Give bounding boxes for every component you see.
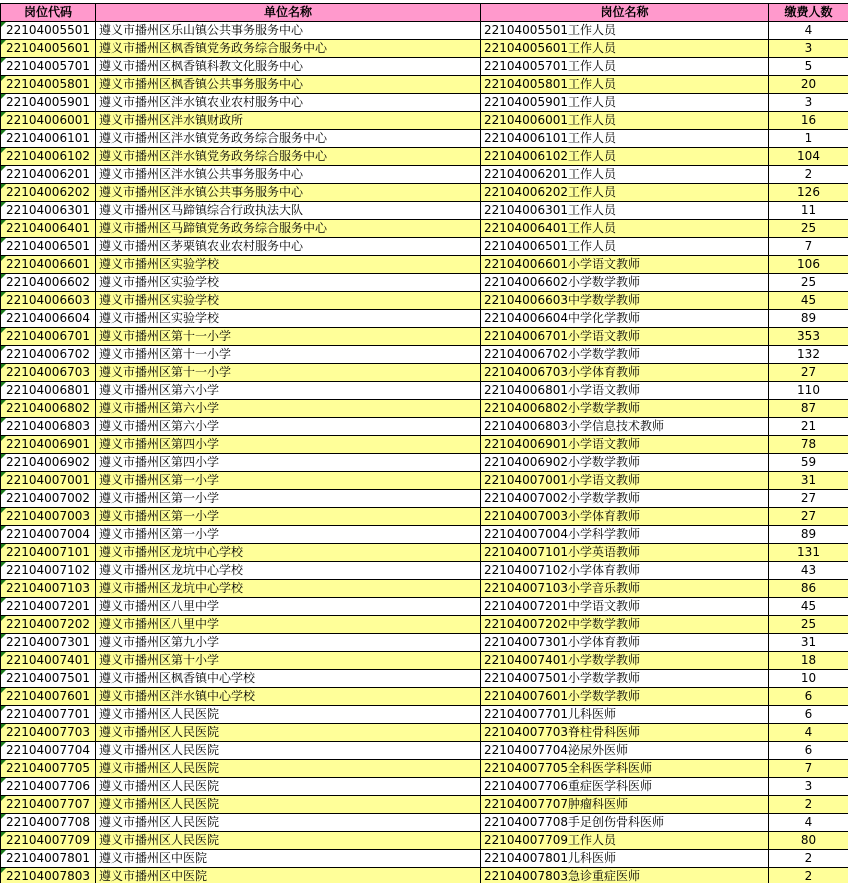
cell-count[interactable]: 31 xyxy=(769,634,848,652)
cell-post[interactable]: 22104007103小学音乐教师 xyxy=(481,580,769,598)
table-row xyxy=(1,436,848,454)
cell-post[interactable]: 22104006802小学数学教师 xyxy=(481,400,769,418)
cell-code[interactable]: 22104007706 xyxy=(1,778,96,796)
cell-unit[interactable]: 遵义市播州区枫香镇党务政务综合服务中心 xyxy=(96,40,481,58)
cell-post[interactable]: 22104007102小学体育教师 xyxy=(481,562,769,580)
table-row xyxy=(1,562,848,580)
cell-code[interactable]: 22104006902 xyxy=(1,454,96,472)
cell-post[interactable]: 22104007706重症医学科医师 xyxy=(481,778,769,796)
cell-count[interactable]: 1 xyxy=(769,130,848,148)
cell-post[interactable]: 22104005701工作人员 xyxy=(481,58,769,76)
cell-post[interactable]: 22104006102工作人员 xyxy=(481,148,769,166)
cell-post[interactable]: 22104007004小学科学教师 xyxy=(481,526,769,544)
cell-count[interactable]: 4 xyxy=(769,22,848,40)
cell-code[interactable]: 22104006803 xyxy=(1,418,96,436)
cell-post[interactable]: 22104006202工作人员 xyxy=(481,184,769,202)
cell-unit[interactable]: 遵义市播州区第十一小学 xyxy=(96,346,481,364)
table-row xyxy=(1,814,848,832)
cell-unit[interactable]: 遵义市播州区八里中学 xyxy=(96,598,481,616)
cell-unit[interactable]: 遵义市播州区第一小学 xyxy=(96,472,481,490)
cell-unit[interactable]: 遵义市播州区泮水镇农业农村服务中心 xyxy=(96,94,481,112)
cell-count[interactable]: 11 xyxy=(769,202,848,220)
cell-unit[interactable]: 遵义市播州区第四小学 xyxy=(96,454,481,472)
table-row xyxy=(1,670,848,688)
cell-count[interactable]: 6 xyxy=(769,706,848,724)
cell-post[interactable]: 22104006601小学语文教师 xyxy=(481,256,769,274)
table-row xyxy=(1,616,848,634)
table-row xyxy=(1,202,848,220)
header-row xyxy=(1,4,848,22)
cell-code[interactable]: 22104005701 xyxy=(1,58,96,76)
cell-code[interactable]: 22104007102 xyxy=(1,562,96,580)
cell-post[interactable]: 22104006603中学数学教师 xyxy=(481,292,769,310)
cell-post[interactable]: 22104007501小学数学教师 xyxy=(481,670,769,688)
cell-code[interactable]: 22104007202 xyxy=(1,616,96,634)
cell-unit[interactable]: 遵义市播州区第六小学 xyxy=(96,400,481,418)
cell-post[interactable]: 22104006001工作人员 xyxy=(481,112,769,130)
cell-unit[interactable]: 遵义市播州区枫香镇公共事务服务中心 xyxy=(96,76,481,94)
cell-unit[interactable]: 遵义市播州区第一小学 xyxy=(96,490,481,508)
cell-code[interactable]: 22104006401 xyxy=(1,220,96,238)
cell-post[interactable]: 22104007704泌尿外医师 xyxy=(481,742,769,760)
cell-unit[interactable]: 遵义市播州区第十一小学 xyxy=(96,328,481,346)
cell-count[interactable]: 6 xyxy=(769,688,848,706)
cell-code[interactable]: 22104006702 xyxy=(1,346,96,364)
cell-unit[interactable]: 遵义市播州区枫香镇科教文化服务中心 xyxy=(96,58,481,76)
cell-count[interactable]: 20 xyxy=(769,76,848,94)
cell-code[interactable]: 22104007801 xyxy=(1,850,96,868)
cell-post[interactable]: 22104007201中学语文教师 xyxy=(481,598,769,616)
table-row xyxy=(1,238,848,256)
cell-code[interactable]: 22104005501 xyxy=(1,22,96,40)
table-row xyxy=(1,148,848,166)
cell-count[interactable]: 45 xyxy=(769,292,848,310)
table-row xyxy=(1,742,848,760)
cell-post[interactable]: 22104006902小学数学教师 xyxy=(481,454,769,472)
cell-count[interactable]: 4 xyxy=(769,724,848,742)
table-row xyxy=(1,274,848,292)
table-row xyxy=(1,634,848,652)
cell-unit[interactable]: 遵义市播州区第一小学 xyxy=(96,526,481,544)
cell-count[interactable]: 43 xyxy=(769,562,848,580)
cell-count[interactable]: 132 xyxy=(769,346,848,364)
cell-post[interactable]: 22104007705全科医学科医师 xyxy=(481,760,769,778)
recruitment-table xyxy=(0,3,848,886)
cell-unit[interactable]: 遵义市播州区泮水镇财政所 xyxy=(96,112,481,130)
table-body xyxy=(1,22,848,886)
cell-unit[interactable]: 遵义市播州区中医院 xyxy=(96,850,481,868)
cell-code[interactable]: 22104007704 xyxy=(1,742,96,760)
cell-count[interactable]: 3 xyxy=(769,40,848,58)
cell-unit[interactable]: 遵义市播州区泮水镇党务政务综合服务中心 xyxy=(96,130,481,148)
cell-count[interactable]: 104 xyxy=(769,148,848,166)
cell-code[interactable]: 22104007003 xyxy=(1,508,96,526)
cell-code[interactable]: 22104007708 xyxy=(1,814,96,832)
cell-unit[interactable]: 遵义市播州区实验学校 xyxy=(96,292,481,310)
table-row xyxy=(1,220,848,238)
table-row xyxy=(1,454,848,472)
cell-code[interactable]: 22104006301 xyxy=(1,202,96,220)
table-row xyxy=(1,292,848,310)
cell-count[interactable]: 78 xyxy=(769,436,848,454)
cell-post[interactable]: 22104007601小学数学教师 xyxy=(481,688,769,706)
table-row xyxy=(1,76,848,94)
cell-post[interactable]: 22104007701儿科医师 xyxy=(481,706,769,724)
cell-post[interactable]: 22104005901工作人员 xyxy=(481,94,769,112)
cell-code[interactable]: 22104006604 xyxy=(1,310,96,328)
table-row xyxy=(1,382,848,400)
cell-post[interactable]: 22104007202中学数学教师 xyxy=(481,616,769,634)
cell-count[interactable]: 2 xyxy=(769,850,848,868)
cell-post[interactable]: 22104006501工作人员 xyxy=(481,238,769,256)
cell-count[interactable]: 59 xyxy=(769,454,848,472)
cell-count[interactable]: 6 xyxy=(769,742,848,760)
cell-code[interactable]: 22104007002 xyxy=(1,490,96,508)
cell-unit[interactable]: 遵义市播州区第六小学 xyxy=(96,382,481,400)
cell-count[interactable]: 3 xyxy=(769,778,848,796)
cell-code[interactable]: 22104007103 xyxy=(1,580,96,598)
cell-unit[interactable]: 遵义市播州区第一小学 xyxy=(96,508,481,526)
cell-code[interactable]: 22104005901 xyxy=(1,94,96,112)
table-row xyxy=(1,364,848,382)
cell-post[interactable]: 22104007301小学体育教师 xyxy=(481,634,769,652)
table-row xyxy=(1,418,848,436)
header-unit[interactable]: 单位名称 xyxy=(96,4,481,22)
table-row xyxy=(1,130,848,148)
table-row xyxy=(1,544,848,562)
cell-count[interactable]: 110 xyxy=(769,382,848,400)
table-row xyxy=(1,22,848,40)
cell-post[interactable]: 22104006604中学化学教师 xyxy=(481,310,769,328)
cell-count[interactable]: 86 xyxy=(769,580,848,598)
cell-post[interactable]: 22104007703脊柱骨科医师 xyxy=(481,724,769,742)
cell-count[interactable]: 27 xyxy=(769,508,848,526)
cell-count[interactable]: 5 xyxy=(769,58,848,76)
cell-post[interactable]: 22104006901小学语文教师 xyxy=(481,436,769,454)
cell-unit[interactable]: 遵义市播州区第十小学 xyxy=(96,652,481,670)
table-row xyxy=(1,796,848,814)
cell-unit[interactable]: 遵义市播州区枫香镇中心学校 xyxy=(96,670,481,688)
cell-post[interactable]: 22104006602小学数学教师 xyxy=(481,274,769,292)
cell-count[interactable]: 353 xyxy=(769,328,848,346)
table-row xyxy=(1,166,848,184)
cell-post[interactable]: 22104007002小学数学教师 xyxy=(481,490,769,508)
cell-count[interactable]: 7 xyxy=(769,760,848,778)
header-code[interactable]: 岗位代码 xyxy=(1,4,96,22)
cell-post[interactable]: 22104006702小学数学教师 xyxy=(481,346,769,364)
table-row xyxy=(1,706,848,724)
cell-unit[interactable]: 遵义市播州区实验学校 xyxy=(96,256,481,274)
cell-post[interactable]: 22104006301工作人员 xyxy=(481,202,769,220)
cell-code[interactable]: 22104005601 xyxy=(1,40,96,58)
cell-unit[interactable]: 遵义市播州区第十一小学 xyxy=(96,364,481,382)
cell-post[interactable]: 22104006101工作人员 xyxy=(481,130,769,148)
cell-code[interactable]: 22104005801 xyxy=(1,76,96,94)
cell-post[interactable]: 22104007709工作人员 xyxy=(481,832,769,850)
cell-unit[interactable]: 遵义市播州区龙坑中心学校 xyxy=(96,544,481,562)
cell-count[interactable]: 126 xyxy=(769,184,848,202)
cell-post[interactable]: 22104007801儿科医师 xyxy=(481,850,769,868)
cell-code[interactable]: 22104007601 xyxy=(1,688,96,706)
cell-unit[interactable]: 遵义市播州区乐山镇公共事务服务中心 xyxy=(96,22,481,40)
cell-count[interactable]: 3 xyxy=(769,94,848,112)
cell-unit[interactable]: 遵义市播州区龙坑中心学校 xyxy=(96,562,481,580)
cell-code[interactable]: 22104007401 xyxy=(1,652,96,670)
cell-unit[interactable]: 遵义市播州区泮水镇中心学校 xyxy=(96,688,481,706)
cell-count[interactable]: 89 xyxy=(769,526,848,544)
cell-code[interactable]: 22104006501 xyxy=(1,238,96,256)
cell-unit[interactable]: 遵义市播州区人民医院 xyxy=(96,760,481,778)
cell-unit[interactable]: 遵义市播州区中医院 xyxy=(96,868,481,886)
table-row xyxy=(1,652,848,670)
cell-count[interactable]: 31 xyxy=(769,472,848,490)
cell-count[interactable]: 2 xyxy=(769,796,848,814)
cell-count[interactable]: 21 xyxy=(769,418,848,436)
cell-post[interactable]: 22104007001小学语文教师 xyxy=(481,472,769,490)
cell-unit[interactable]: 遵义市播州区人民医院 xyxy=(96,706,481,724)
cell-count[interactable]: 27 xyxy=(769,490,848,508)
cell-count[interactable]: 2 xyxy=(769,868,848,886)
cell-post[interactable]: 22104006803小学信息技术教师 xyxy=(481,418,769,436)
cell-count[interactable]: 87 xyxy=(769,400,848,418)
cell-code[interactable]: 22104007707 xyxy=(1,796,96,814)
cell-unit[interactable]: 遵义市播州区人民医院 xyxy=(96,724,481,742)
cell-code[interactable]: 22104006703 xyxy=(1,364,96,382)
cell-code[interactable]: 22104006001 xyxy=(1,112,96,130)
cell-code[interactable]: 22104007004 xyxy=(1,526,96,544)
cell-unit[interactable]: 遵义市播州区第九小学 xyxy=(96,634,481,652)
cell-code[interactable]: 22104007803 xyxy=(1,868,96,886)
cell-post[interactable]: 22104007708手足创伤骨科医师 xyxy=(481,814,769,832)
cell-code[interactable]: 22104007101 xyxy=(1,544,96,562)
cell-unit[interactable]: 遵义市播州区八里中学 xyxy=(96,616,481,634)
cell-code[interactable]: 22104007709 xyxy=(1,832,96,850)
cell-count[interactable]: 7 xyxy=(769,238,848,256)
cell-unit[interactable]: 遵义市播州区马蹄镇党务政务综合服务中心 xyxy=(96,220,481,238)
cell-unit[interactable]: 遵义市播州区人民医院 xyxy=(96,814,481,832)
cell-code[interactable]: 22104006101 xyxy=(1,130,96,148)
cell-code[interactable]: 22104006201 xyxy=(1,166,96,184)
table-row xyxy=(1,94,848,112)
table-row xyxy=(1,850,848,868)
cell-code[interactable]: 22104006801 xyxy=(1,382,96,400)
cell-count[interactable]: 18 xyxy=(769,652,848,670)
table-row xyxy=(1,112,848,130)
table-row xyxy=(1,472,848,490)
cell-count[interactable]: 25 xyxy=(769,274,848,292)
cell-unit[interactable]: 遵义市播州区实验学校 xyxy=(96,274,481,292)
cell-code[interactable]: 22104006603 xyxy=(1,292,96,310)
table-row xyxy=(1,490,848,508)
cell-count[interactable]: 45 xyxy=(769,598,848,616)
cell-code[interactable]: 22104007201 xyxy=(1,598,96,616)
cell-code[interactable]: 22104006802 xyxy=(1,400,96,418)
cell-post[interactable]: 22104007707肿瘤科医师 xyxy=(481,796,769,814)
cell-unit[interactable]: 遵义市播州区第四小学 xyxy=(96,436,481,454)
cell-post[interactable]: 22104005601工作人员 xyxy=(481,40,769,58)
table-row xyxy=(1,256,848,274)
cell-unit[interactable]: 遵义市播州区实验学校 xyxy=(96,310,481,328)
cell-post[interactable]: 22104006801小学语文教师 xyxy=(481,382,769,400)
table-row xyxy=(1,508,848,526)
cell-count[interactable]: 25 xyxy=(769,616,848,634)
cell-post[interactable]: 22104006401工作人员 xyxy=(481,220,769,238)
cell-code[interactable]: 22104006701 xyxy=(1,328,96,346)
cell-post[interactable]: 22104005501工作人员 xyxy=(481,22,769,40)
cell-count[interactable]: 27 xyxy=(769,364,848,382)
cell-post[interactable]: 22104005801工作人员 xyxy=(481,76,769,94)
table-row xyxy=(1,688,848,706)
cell-code[interactable]: 22104006202 xyxy=(1,184,96,202)
cell-code[interactable]: 22104007701 xyxy=(1,706,96,724)
cell-post[interactable]: 22104007803急诊重症医师 xyxy=(481,868,769,886)
cell-post[interactable]: 22104007101小学英语教师 xyxy=(481,544,769,562)
cell-unit[interactable]: 遵义市播州区人民医院 xyxy=(96,742,481,760)
table-row xyxy=(1,310,848,328)
cell-unit[interactable]: 遵义市播州区泮水镇党务政务综合服务中心 xyxy=(96,148,481,166)
cell-unit[interactable]: 遵义市播州区人民医院 xyxy=(96,796,481,814)
cell-code[interactable]: 22104007501 xyxy=(1,670,96,688)
cell-count[interactable]: 2 xyxy=(769,166,848,184)
table-row xyxy=(1,328,848,346)
cell-count[interactable]: 10 xyxy=(769,670,848,688)
cell-code[interactable]: 22104006102 xyxy=(1,148,96,166)
table-row xyxy=(1,58,848,76)
cell-count[interactable]: 80 xyxy=(769,832,848,850)
cell-unit[interactable]: 遵义市播州区泮水镇公共事务服务中心 xyxy=(96,166,481,184)
cell-count[interactable]: 131 xyxy=(769,544,848,562)
cell-count[interactable]: 25 xyxy=(769,220,848,238)
cell-post[interactable]: 22104006201工作人员 xyxy=(481,166,769,184)
sheet-bottom-edge xyxy=(0,883,848,889)
cell-unit[interactable]: 遵义市播州区人民医院 xyxy=(96,832,481,850)
cell-code[interactable]: 22104007001 xyxy=(1,472,96,490)
cell-unit[interactable]: 遵义市播州区人民医院 xyxy=(96,778,481,796)
cell-post[interactable]: 22104006701小学语文教师 xyxy=(481,328,769,346)
table-row xyxy=(1,724,848,742)
table-row xyxy=(1,778,848,796)
table-row xyxy=(1,346,848,364)
cell-code[interactable]: 22104007703 xyxy=(1,724,96,742)
header-post[interactable]: 岗位名称 xyxy=(481,4,769,22)
table-row xyxy=(1,580,848,598)
cell-code[interactable]: 22104006901 xyxy=(1,436,96,454)
cell-count[interactable]: 106 xyxy=(769,256,848,274)
cell-post[interactable]: 22104006703小学体育教师 xyxy=(481,364,769,382)
cell-unit[interactable]: 遵义市播州区泮水镇公共事务服务中心 xyxy=(96,184,481,202)
cell-post[interactable]: 22104007401小学数学教师 xyxy=(481,652,769,670)
cell-unit[interactable]: 遵义市播州区马蹄镇综合行政执法大队 xyxy=(96,202,481,220)
table-row xyxy=(1,184,848,202)
table-row xyxy=(1,598,848,616)
spreadsheet xyxy=(0,3,848,886)
cell-count[interactable]: 16 xyxy=(769,112,848,130)
table-row xyxy=(1,760,848,778)
cell-code[interactable]: 22104006601 xyxy=(1,256,96,274)
table-row xyxy=(1,832,848,850)
cell-unit[interactable]: 遵义市播州区茅栗镇农业农村服务中心 xyxy=(96,238,481,256)
table-row xyxy=(1,40,848,58)
cell-code[interactable]: 22104007705 xyxy=(1,760,96,778)
table-row xyxy=(1,526,848,544)
cell-count[interactable]: 4 xyxy=(769,814,848,832)
cell-unit[interactable]: 遵义市播州区第六小学 xyxy=(96,418,481,436)
cell-count[interactable]: 89 xyxy=(769,310,848,328)
cell-unit[interactable]: 遵义市播州区龙坑中心学校 xyxy=(96,580,481,598)
cell-code[interactable]: 22104006602 xyxy=(1,274,96,292)
table-row xyxy=(1,400,848,418)
cell-code[interactable]: 22104007301 xyxy=(1,634,96,652)
cell-post[interactable]: 22104007003小学体育教师 xyxy=(481,508,769,526)
header-count[interactable]: 缴费人数 xyxy=(769,4,848,22)
